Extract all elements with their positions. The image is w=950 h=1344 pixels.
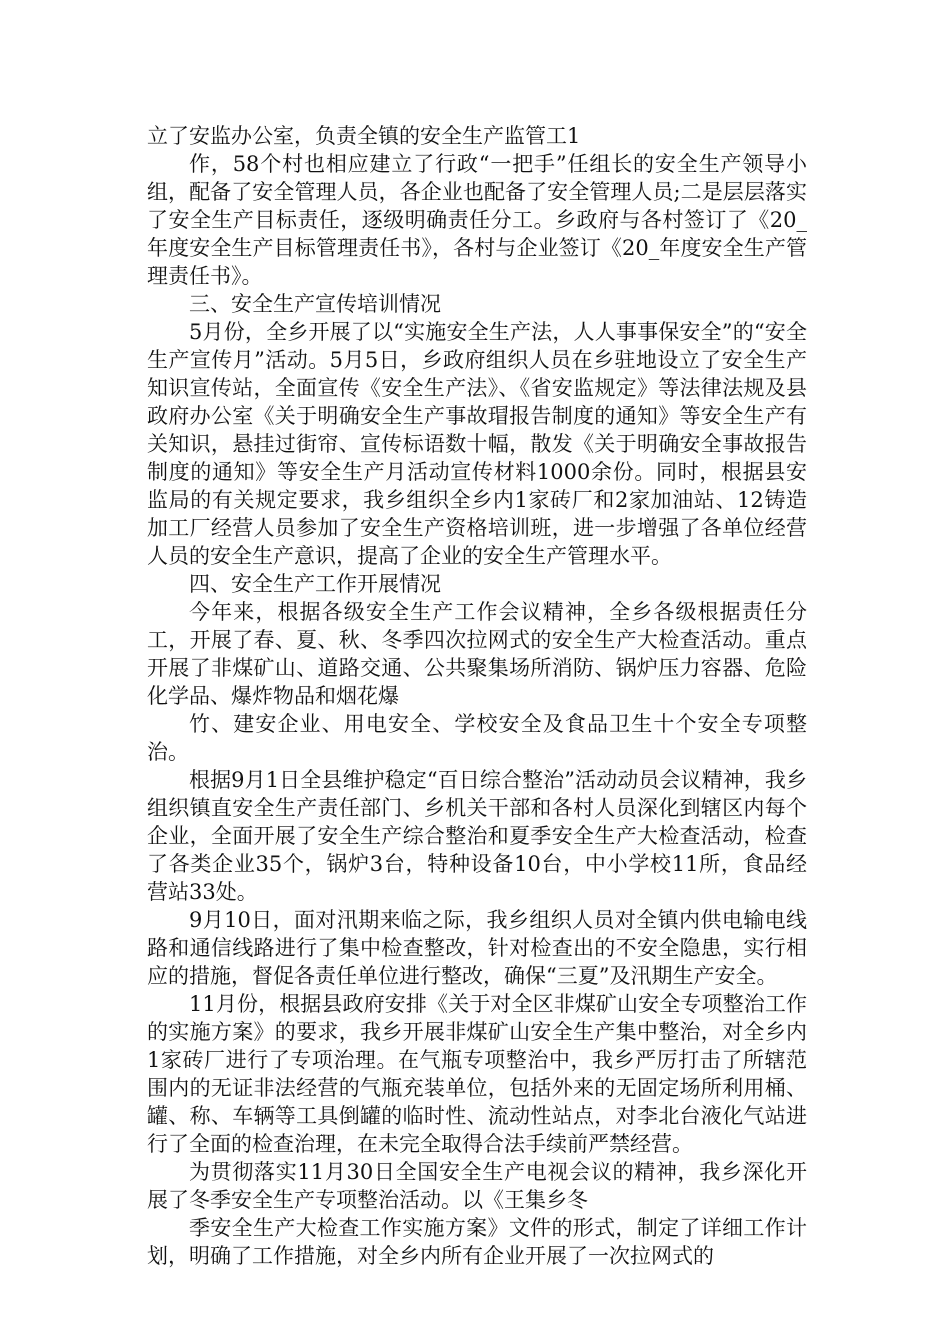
paragraph: 根据9月1日全县维护稳定“百日综合整治”活动动员会议精神，我乡组织镇直安全生产责任部门、乡机关干部和各村人员深化到辖区内每个企业，全面开展了安全生产综合整治和夏季安全生产大检查活动，检查了各类企业35个，锅炉3台，特种设备10台，中小学校11所，食品经营站33处。 bbox=[147, 768, 807, 904]
paragraph: 5月份，全乡开展了以“实施安全生产法，人人事事保安全”的“安全生产宣传月”活动。5月5日，乡政府组织人员在乡驻地设立了安全生产知识宣传站，全面宣传《安全生产法》、《省安监规定》等法律法规及县政府办公室《关于明确安全生产事故瑁报告制度的通知》等安全生产有关知识，悬挂过街帘、宣传标语数十幅，散发《关于明确安全事故报告制度的通知》等安全生产月活动宣传材料1000余份。同时，根据县安监局的有关规定要求，我乡组织全乡内1家砖厂和2家加油站、12铸造加工厂经营人员参加了安全生产资格培训班，进一步增强了各单位经营人员的安全生产意识，提高了企业的安全生产管理水平。 bbox=[147, 320, 807, 568]
document-body bbox=[147, 122, 807, 1270]
paragraph: 作，58个村也相应建立了行政“一把手”任组长的安全生产领导小组，配备了安全管理人员，各企业也配备了安全管理人员;二是层层落实了安全生产目标责任，逐级明确责任分工。乡政府与各村签订了《20_年度安全生产目标管理责任书》，各村与企业签订《20_年度安全生产管理责任书》。 bbox=[147, 152, 807, 288]
paragraph: 今年来，根据各级安全生产工作会议精神，全乡各级根据责任分工，开展了春、夏、秋、冬季四次拉网式的安全生产大检查活动。重点开展了非煤矿山、道路交通、公共聚集场所消防、锅炉压力容器、危险化学品、爆炸物品和烟花爆 bbox=[147, 600, 807, 708]
paragraph: 为贯彻落实11月30日全国安全生产电视会议的精神，我乡深化开展了冬季安全生产专项整治活动。以《王集乡冬 bbox=[147, 1160, 807, 1212]
section-heading: 三、安全生产宣传培训情况 bbox=[189, 292, 441, 316]
paragraph: 9月10日，面对汛期来临之际，我乡组织人员对全镇内供电输电线路和通信线路进行了集中检查整改，针对检查出的不安全隐患，实行相应的措施，督促各责任单位进行整改，确保“三夏”及汛期生产安全。 bbox=[147, 908, 807, 988]
section-heading: 四、安全生产工作开展情况 bbox=[189, 572, 441, 596]
paragraph: 立了安监办公室，负责全镇的安全生产监管工1 bbox=[147, 124, 581, 148]
paragraph: 竹、建安企业、用电安全、学校安全及食品卫生十个安全专项整治。 bbox=[147, 712, 807, 764]
paragraph: 11月份，根据县政府安排《关于对全区非煤矿山安全专项整治工作的实施方案》的要求，我乡开展非煤矿山安全生产集中整治，对全乡内1家砖厂进行了专项治理。在气瓶专项整治中，我乡严厉打击了所辖范围内的无证非法经营的气瓶充装单位，包括外来的无固定场所利用桶、罐、称、车辆等工具倒罐的临时性、流动性站点，对李北台液化气站进行了全面的检查治理，在未完全取得合法手续前严禁经营。 bbox=[147, 992, 807, 1156]
paragraph: 季安全生产大检查工作实施方案》文件的形式，制定了详细工作计划，明确了工作措施，对全乡内所有企业开展了一次拉网式的 bbox=[147, 1216, 807, 1268]
